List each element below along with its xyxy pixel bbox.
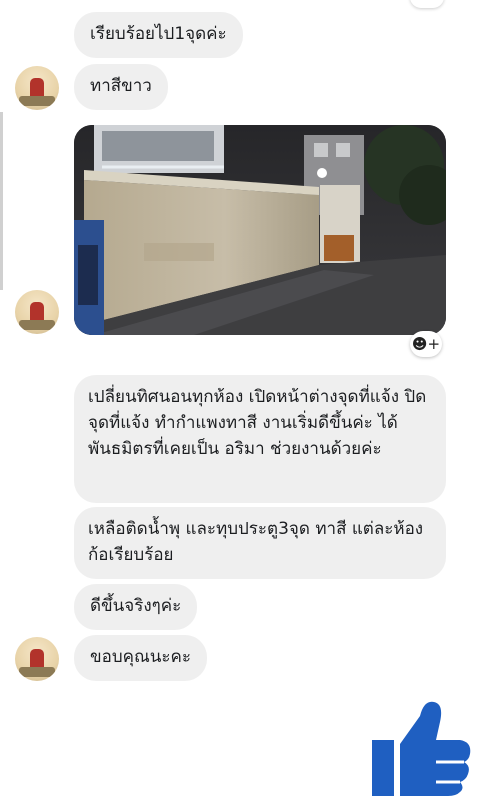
avatar[interactable] (15, 66, 59, 110)
avatar[interactable] (15, 290, 59, 334)
message-bubble[interactable]: ดีขึ้นจริงๆค่ะ (74, 584, 197, 630)
avatar-figure (30, 649, 44, 669)
reaction-pill-top[interactable] (410, 0, 444, 8)
message-bubble[interactable]: เปลี่ยนทิศนอนทุกห้อง เปิดหน้าต่างจุดที่แจ้ง ปิดจุดที่แจ้ง ทำกำแพงทาสี งานเริ่มดีขึ้นค่ะ ได้พันธมิตรที่เคยเป็น อริมา ช่วยงานด้วยค่ะ (74, 375, 446, 503)
wall-photo[interactable] (74, 125, 446, 335)
avatar-base (19, 320, 55, 330)
message-bubble[interactable]: ขอบคุณนะคะ (74, 635, 207, 681)
like-button[interactable] (372, 696, 472, 796)
message-bubble[interactable]: ทาสีขาว (74, 64, 168, 110)
message-bubble[interactable]: เรียบร้อยไป1จุดค่ะ (74, 12, 243, 58)
avatar-base (19, 96, 55, 106)
wall-photo-image (74, 125, 446, 335)
add-reaction-button[interactable] (410, 331, 442, 357)
scroll-edge (0, 112, 3, 290)
message-bubble[interactable]: เหลือติดน้ำพุ และทุบประตู3จุด ทาสี แต่ละห้อง ก้อเรียบร้อย (74, 507, 446, 579)
avatar[interactable] (15, 637, 59, 681)
thumbs-up-icon (372, 696, 472, 796)
avatar-figure (30, 302, 44, 322)
avatar-figure (30, 78, 44, 98)
smile-add-icon: ☻+ (411, 335, 441, 353)
avatar-base (19, 667, 55, 677)
